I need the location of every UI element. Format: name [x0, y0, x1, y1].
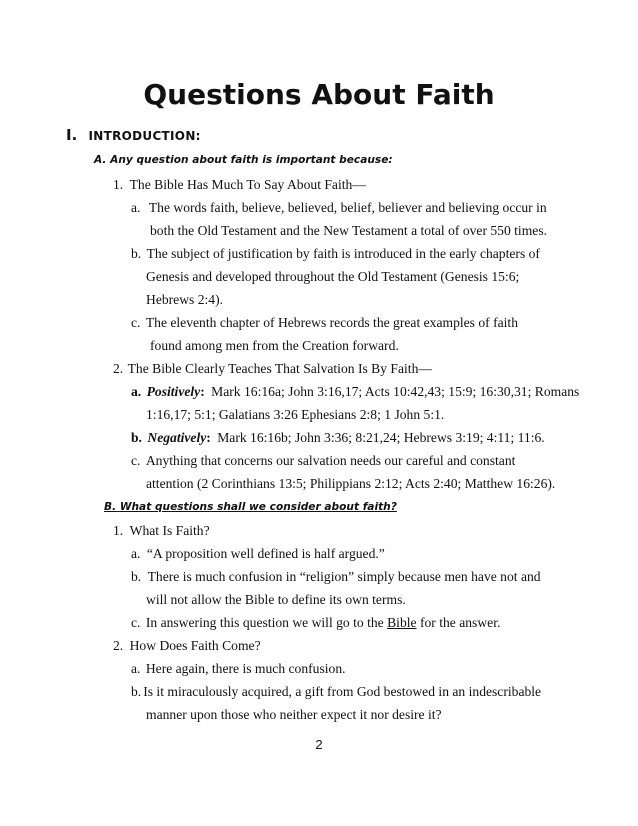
point-a1 — [113, 176, 366, 194]
item-letter: b. — [131, 246, 142, 261]
point-a2-item-c-line1 — [131, 452, 515, 470]
point-a1-num: 1. — [113, 177, 124, 192]
section-heading-introduction — [66, 125, 201, 146]
item-text: Mark 16:16b; John 3:36; 8:21,24; Hebrews 3:19; 4:11; 11:6. — [217, 430, 545, 445]
item-text: The subject of justification by faith is introduced in the early chapters of — [146, 246, 540, 261]
point-a1-item-b-line1 — [131, 245, 540, 263]
page-title: Questions About Faith — [143, 78, 495, 111]
page-number: 2 — [315, 737, 323, 752]
point-a2-text: The Bible Clearly Teaches That Salvation Is By Faith–– — [127, 361, 432, 376]
point-b2-item-a-line1 — [131, 660, 346, 678]
item-letter: c. — [131, 453, 141, 468]
section-numeral: I. — [66, 126, 78, 144]
item-letter: b. — [131, 569, 142, 584]
item-text: Mark 16:16a; John 3:16,17; Acts 10:42,43; 15:9; 16:30,31; Romans — [211, 384, 580, 399]
point-a1-item-b-line2: Genesis and developed throughout the Old Testament (Genesis 15:6; — [146, 269, 520, 284]
item-letter: a. — [131, 546, 141, 561]
subsection-a-letter: A. — [94, 154, 107, 166]
point-a2-num: 2. — [113, 361, 124, 376]
subsection-a-heading — [94, 152, 393, 168]
point-a1-item-c-line1 — [131, 314, 518, 332]
point-b2-item-b-line1 — [131, 683, 541, 701]
point-a1-item-c-line2: found among men from the Creation forward. — [150, 338, 399, 353]
point-b2-text: How Does Faith Come? — [129, 638, 261, 653]
item-text: “A proposition well defined is half argued.” — [146, 546, 385, 561]
item-label-negatively: Negatively — [147, 430, 207, 445]
point-a2 — [113, 360, 432, 378]
point-b1-item-b-line1 — [131, 568, 541, 586]
point-b2 — [113, 637, 261, 655]
point-a1-text: The Bible Has Much To Say About Faith–– — [129, 177, 366, 192]
subsection-b-letter: B. — [104, 501, 117, 513]
item-letter: a. — [131, 200, 141, 215]
point-b1-item-b-line2: will not allow the Bible to define its own terms. — [146, 592, 406, 607]
item-text: Anything that concerns our salvation needs our careful and constant — [145, 453, 516, 468]
subsection-b-heading — [104, 499, 397, 515]
point-b1 — [113, 522, 210, 540]
section-heading-text: INTRODUCTION: — [88, 129, 201, 143]
item-letter: c. — [131, 615, 141, 630]
point-a1-item-a-line1 — [131, 199, 547, 217]
point-b2-item-b-line2: manner upon those who neither expect it nor desire it? — [146, 707, 442, 722]
item-letter: b. — [131, 430, 142, 445]
subsection-a-text: Any question about faith is important because: — [110, 154, 393, 166]
item-letter: a. — [131, 384, 142, 399]
item-text: The words faith, believe, believed, belief, believer and believing occur in — [148, 200, 547, 215]
point-b2-num: 2. — [113, 638, 124, 653]
point-a2-item-b-line1: b. Negatively: Mark 16:16b; John 3:36; 8:21,24; Hebrews 3:19; 4:11; 11:6. — [131, 430, 545, 445]
item-letter: c. — [131, 315, 141, 330]
item-text: There is much confusion in “religion” simply because men have not and — [147, 569, 541, 584]
item-text: Is it miraculously acquired, a gift from God bestowed in an indescribable — [143, 684, 542, 699]
item-letter: b. — [131, 684, 142, 699]
bible-underlined-word: Bible — [387, 615, 417, 630]
item-text: The eleventh chapter of Hebrews records the great examples of faith — [145, 315, 518, 330]
point-a1-item-a-line2: both the Old Testament and the New Testament a total of over 550 times. — [150, 223, 548, 238]
item-letter: a. — [131, 661, 141, 676]
point-a2-item-c-line2: attention (2 Corinthians 13:5; Philippians 2:12; Acts 2:40; Matthew 16:26). — [146, 476, 556, 491]
item-label-positively: Positively — [146, 384, 201, 399]
item-text: Here again, there is much confusion. — [145, 661, 346, 676]
item-text: In answering this question we will go to the — [145, 615, 384, 630]
point-a2-item-a-line2: 1:16,17; 5:1; Galatians 3:26 Ephesians 2:8; 1 John 5:1. — [146, 407, 445, 422]
item-text-end: for the answer. — [419, 615, 501, 630]
point-b1-item-a-line1 — [131, 545, 385, 563]
point-b1-item-c-line1 — [131, 614, 500, 632]
point-a2-item-a-line1: a. Positively: Mark 16:16a; John 3:16,17; Acts 10:42,43; 15:9; 16:30,31; Romans — [131, 384, 580, 399]
point-a1-item-b-line3: Hebrews 2:4). — [146, 292, 224, 307]
point-b1-text: What Is Faith? — [129, 523, 210, 538]
point-b1-num: 1. — [113, 523, 124, 538]
subsection-b-text: What questions shall we consider about faith? — [119, 501, 397, 513]
